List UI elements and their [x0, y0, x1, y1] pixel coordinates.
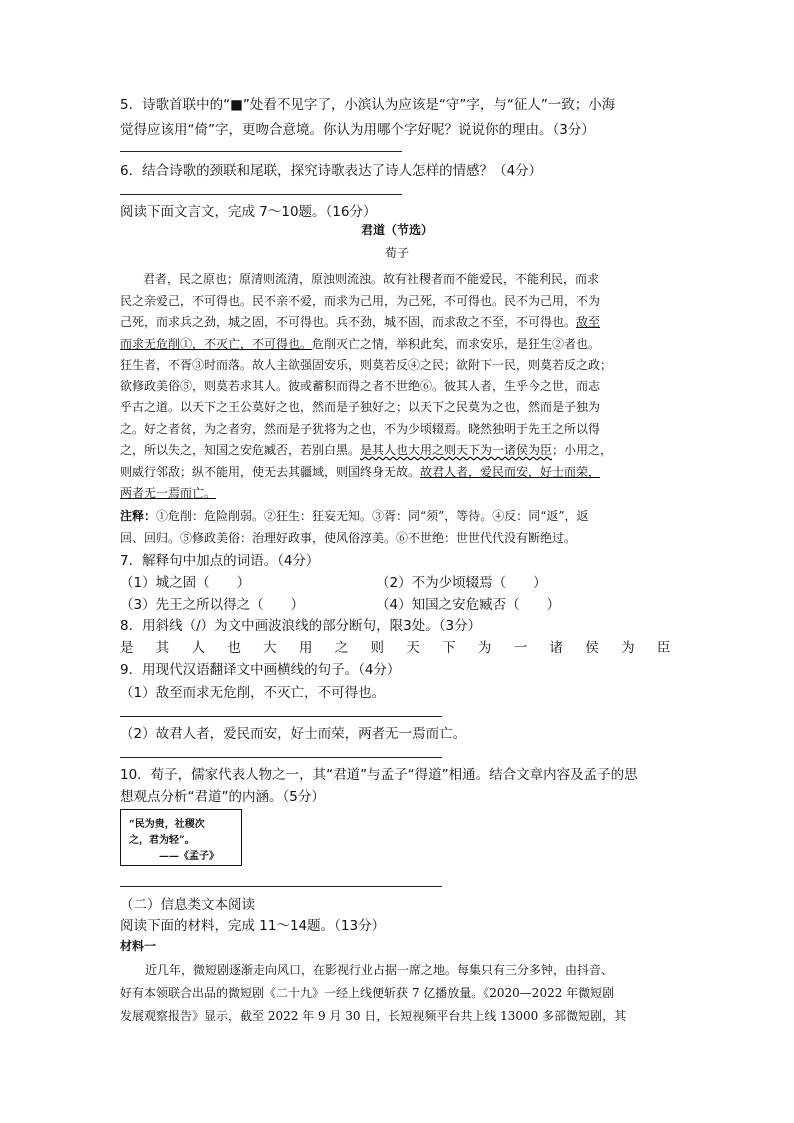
- passage-text: 己死，而求兵之劲，城之固，不可得也。兵不劲，城不固，而求敌之不至，不可得也。: [120, 315, 577, 329]
- wavy-underlined-sentence: 是其人也大用之则天下为一诸侯为臣: [360, 443, 553, 457]
- quote-attribution: ——《孟子》: [159, 851, 219, 862]
- underlined-sentence-2-end: 两者无一焉而亡。: [120, 486, 217, 500]
- underlined-sentence-1-start: 敌至: [576, 315, 601, 329]
- underlined-sentence-2-start: 故君人者，爱民而安，好士而荣，: [420, 465, 601, 479]
- material-para-line-3: 发展观察报告》显示，截至 2022 年 9 月 30 日，长短视频平台共上线 13000 多部微短剧，其: [120, 1009, 627, 1023]
- q5-line1: 5．诗歌首联中的“■”处看不见字了，小滨认为应该是“守”字，与“征人”一致；小海: [120, 97, 616, 113]
- passage-text: 之，所以失之，知国之安危臧否，若别白黑。: [120, 443, 361, 457]
- quote-line-2: 之，君为轻”。: [129, 835, 195, 846]
- passage-line-2: 民之亲爱己，不可得也。民不亲不爱，而求为己用，为己死，不可得也。民不为己用，不为: [120, 294, 601, 308]
- notes-label: 注释：: [120, 509, 157, 523]
- answer-line-q6[interactable]: [120, 194, 402, 195]
- passage-text: ；小用之，: [552, 443, 613, 457]
- passage-author: 荀子: [384, 246, 409, 260]
- q10-line2: 想观点分析“君道”的内涵。（5分）: [120, 789, 325, 805]
- classical-intro: 阅读下面文言文，完成 7～10题。（16分）: [120, 204, 377, 220]
- q8-stem: 8．用斜线（/）为文中画波浪线的部分断句，限3处。（3分）: [120, 618, 482, 634]
- passage-line-10: [120, 463, 600, 480]
- q6-stem: 6．结合诗歌的颈联和尾联，探究诗歌表达了诗人怎样的情感？（4分）: [120, 163, 543, 179]
- q9-stem: 9．用现代汉语翻译文中画横线的句子。（4分）: [120, 662, 401, 678]
- passage-line-1: 君者，民之原也；原清则流清，原浊则流浊。故有社稷者而不能爱民，不能利民，而求: [143, 272, 600, 286]
- notes-line-2: 回、回归。⑤修政美俗：治理好政事，使风俗淳美。⑥不世绝：世世代代没有断绝过。: [120, 531, 577, 545]
- answer-line-q10[interactable]: [120, 886, 442, 887]
- material-para-line-2: 好有本领联合出品的微短剧《二十九》一经上线便斩获 7 亿播放量。《2020—2022 年微短剧: [120, 986, 615, 1000]
- passage-line-5: 狂生者，不胥③时而落。故人主欲强固安乐，则莫若反④之民；欲附下一民，则莫若反之政；: [120, 358, 613, 372]
- q9-sentence-1: （1）敌至而求无危削，不灭亡，不可得也。: [120, 685, 386, 701]
- answer-line-q9-1[interactable]: [120, 716, 442, 717]
- q7-item-4[interactable]: （4）知国之安危臧否（ ）: [376, 597, 561, 613]
- passage-text: 则威行邻敌；纵不能用，使无去其疆域，则国终身无故。: [120, 465, 421, 479]
- mencius-quote-box: [120, 809, 242, 866]
- passage-line-9: [120, 441, 612, 458]
- answer-line-q5[interactable]: [120, 151, 402, 152]
- notes-text: ①危削：危险削弱。②狂生：狂妄无知。③胥：同“须”，等待。④反：同“返”，返: [156, 509, 589, 523]
- q7-item-3[interactable]: （3）先王之所以得之（ ）: [120, 597, 305, 613]
- notes-line-1: [120, 507, 589, 524]
- q7-item-2[interactable]: （2）不为少顷辍焉（ ）: [376, 575, 547, 591]
- q7-item-1[interactable]: （1）城之固（ ）: [120, 575, 251, 591]
- q9-sentence-2: （2）故君人者，爱民而安，好士而荣，两者无一焉而亡。: [120, 726, 467, 742]
- q5-line2: 觉得应该用“倚”字，更吻合意境。你认为用哪个字好呢？说说你的理由。（3分）: [120, 122, 595, 138]
- q10-line1: 10．荀子，儒家代表人物之一，其“君道”与孟子“得道”相通。结合文章内容及孟子的思: [120, 767, 638, 783]
- passage-line-11: [120, 484, 216, 501]
- answer-line-q9-2[interactable]: [120, 757, 442, 758]
- section2-intro: 阅读下面的材料，完成 11～14题。（13分）: [120, 918, 386, 934]
- passage-line-4: [120, 335, 600, 352]
- material-para-line-1: 近几年，微短剧逐渐走向风口，在影视行业占据一席之地。每集只有三分多钟，由抖音、: [145, 963, 614, 977]
- passage-line-7: 乎古之道。以天下之王公莫好之也，然而是子独好之；以天下之民莫为之也，然而是子独为: [120, 400, 601, 414]
- passage-text: 危削灭亡之情，举积此矣，而求安乐，是狂生②者也。: [312, 337, 601, 351]
- passage-line-8: 之。好之者贫，为之者穷，然而是子犹将为之也，不为少顷辍焉。晓然独明于先王之所以得: [120, 422, 601, 436]
- quote-line-1: “民为贵，社稷次: [129, 819, 205, 830]
- passage-title: 君道（节选）: [360, 223, 433, 237]
- passage-line-3: [120, 313, 600, 330]
- section2-heading: （二）信息类文本阅读: [120, 897, 255, 913]
- underlined-sentence-1-end: 而求无危削①，不灭亡，不可得也。: [120, 337, 313, 351]
- q8-characters[interactable]: 是 其 人 也 大 用 之 则 天 下 为 一 诸 侯 为 臣: [120, 640, 680, 656]
- q7-stem: 7．解释句中加点的词语。（4分）: [120, 553, 320, 569]
- passage-line-6: 欲修政美俗⑤，则莫若求其人。彼或蓄积而得之者不世绝⑥。彼其人者，生乎今之世，而志: [120, 379, 601, 393]
- material-label: 材料一: [120, 939, 157, 953]
